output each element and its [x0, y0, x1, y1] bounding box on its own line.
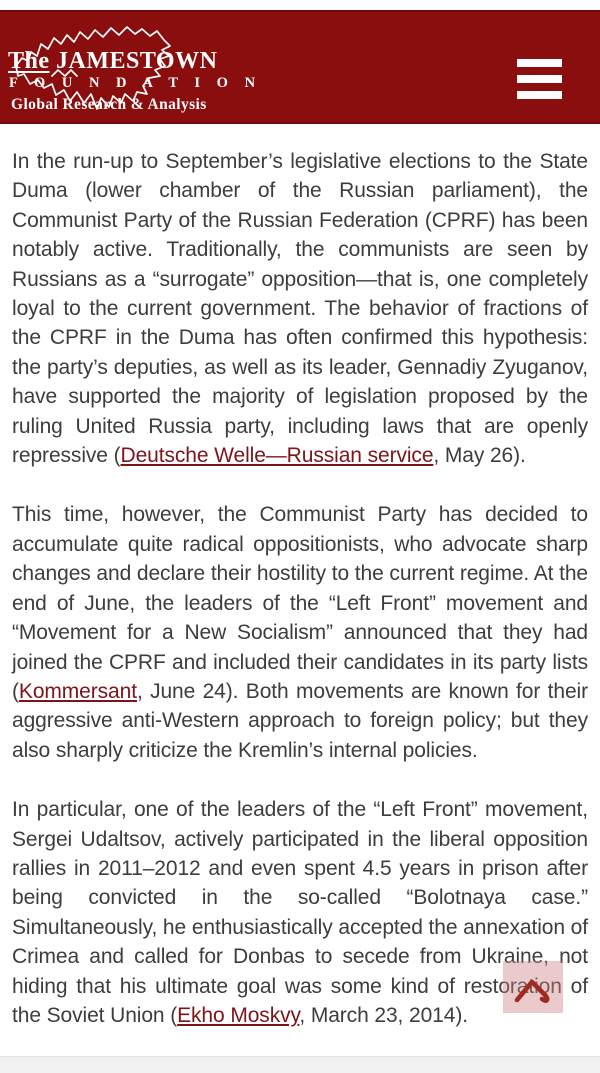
- logo-the: The: [8, 48, 50, 74]
- logo-name: JAMESTOWN: [56, 48, 218, 74]
- source-link[interactable]: Kommersant: [18, 679, 137, 703]
- logo-tagline: Global Research & Analysis: [11, 96, 207, 113]
- scroll-to-top-button[interactable]: [503, 961, 563, 1013]
- logo-foundation: F O U N D A T I O N: [9, 75, 262, 91]
- site-header: [0, 10, 600, 124]
- source-link[interactable]: Deutsche Welle—Russian service: [120, 444, 434, 468]
- bottom-divider: [0, 1056, 600, 1073]
- article-paragraphs: [12, 147, 588, 1030]
- hamburger-icon: [517, 75, 562, 83]
- hamburger-icon: [517, 91, 562, 99]
- article-body: [0, 126, 600, 1060]
- site-logo[interactable]: [0, 12, 262, 124]
- chevron-up-icon: [511, 973, 555, 1009]
- hamburger-icon: [517, 59, 562, 67]
- article-paragraph: This time, however, the Communist Party has decided to accumulate quite radical oppositionists, who advocate sharp changes and declare their hostility to the current regime. At the end of June, the leaders of the “Left Front” movement and “Movement for a New Socialism” announced that they had joined the CPRF and included their candidates in its party lists (Kommersant, June 24). Both movements are known for their aggressive anti-Western approach to foreign policy; but they also sharply criticize the Kremlin’s internal policies.: [12, 503, 588, 762]
- menu-button[interactable]: [517, 59, 562, 99]
- source-link[interactable]: Ekho Moskvy: [177, 1003, 300, 1027]
- article-paragraph: In the run-up to September’s legislative elections to the State Duma (lower chamber of the Russian parliament), the Communist Party of the Russian Federation (CPRF) has been notably active. Traditionally, the communists are seen by Russians as a “surrogate” opposition—that is, one completely loyal to the current government. The behavior of fractions of the CPRF in the Duma has often confirmed this hypothesis: the party’s deputies, as well as its leader, Gennadiy Zyuganov, have supported the majority of legislation proposed by the ruling United Russia party, including laws that are openly repressive (Deutsche Welle—Russian service, May 26).: [12, 150, 588, 468]
- article-paragraph: In particular, one of the leaders of the “Left Front” movement, Sergei Udaltsov, actively participated in the liberal opposition rallies in 2011–2012 and even spent 4.5 years in prison after being convicted in the so-called “Bolotnaya case.” Simultaneously, he enthusiastically accepted the annexation of Crimea and called for Donbas to secede from Ukraine, not hiding that his ultimate goal was some kind of restoration of the Soviet Union (Ekho Moskvy, March 23, 2014).: [12, 798, 588, 1027]
- logo-title: [8, 48, 228, 75]
